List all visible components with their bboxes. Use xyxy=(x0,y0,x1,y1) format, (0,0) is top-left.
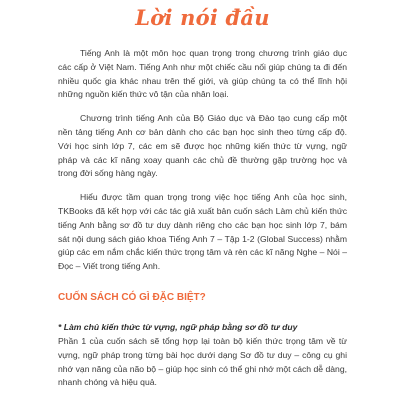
body-paragraph: Phần 1 của cuốn sách sẽ tổng hợp lại toàn bộ kiến thức trọng tâm về từ vựng, ngữ pháp trong từng bài học dưới dạng Sơ đồ tư duy – công cụ ghi nhớ vạn năng của não bộ – giúp học sinh có thể ghi nhớ một cách dễ dàng, nhanh chóng và hiệu quả. xyxy=(58,335,347,388)
intro-paragraph-2: Chương trình tiếng Anh của Bộ Giáo dục và Đào tạo cung cấp một nền tảng tiếng Anh cơ bản dành cho các bạn học sinh theo từng cấp độ. Với học sinh lớp 7, các em sẽ được học những kiến thức từ vựng, ngữ pháp và các kĩ năng xoay quanh các chủ đề thường gặp trường học và trong đời sống hàng ngày. xyxy=(58,113,347,179)
intro-paragraph-3: Hiểu được tầm quan trọng trong việc học tiếng Anh của học sinh, TKBooks đã kết hợp với các tác giả xuất bản cuốn sách Làm chủ kiến thức tiếng Anh bằng sơ đồ tư duy dành riêng cho các bạn học sinh lớp 7, bám sát nội dung sách giáo khoa Tiếng Anh 7 – Tập 1-2 (Global Success) nhằm giúp các em nắm chắc kiến thức trọng tâm và rèn các kĩ năng Nghe – Nói – Đọc – Viết trong tiếng Anh. xyxy=(58,192,347,272)
intro-paragraph-1: Tiếng Anh là một môn học quan trọng trong chương trình giáo dục các cấp ở Việt Nam. Tiếng Anh như một chiếc cầu nối giúp chúng ta đi đến nhiều quốc gia khác nhau trên thế giới, và giúp chúng ta có thể lĩnh hội những nguồn kiến thức vô tận của nhân loại. xyxy=(58,48,347,100)
sub-heading-mindmap: * Làm chủ kiến thức từ vựng, ngữ pháp bằng sơ đồ tư duy xyxy=(58,321,298,332)
section-heading: CUỐN SÁCH CÓ GÌ ĐẶC BIỆT? xyxy=(58,291,206,303)
page-title: Lời nói đầu xyxy=(135,5,270,30)
